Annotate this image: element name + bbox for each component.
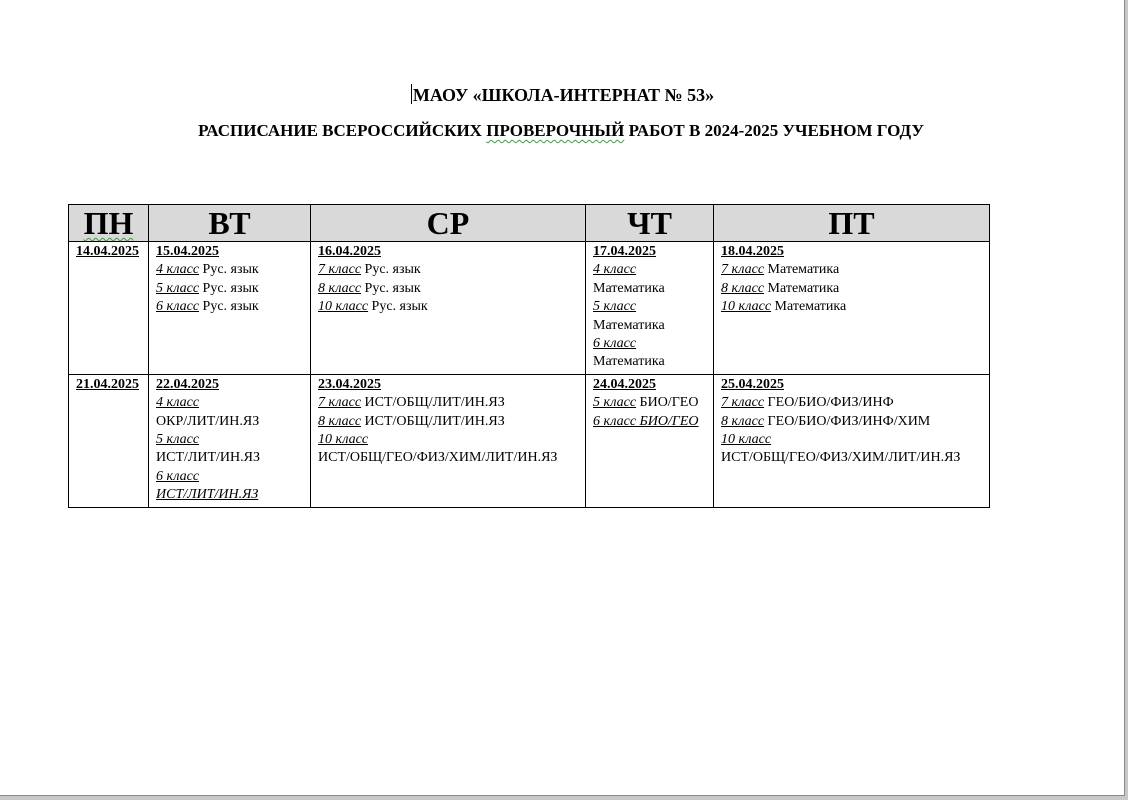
header-fri: ПТ (714, 205, 990, 242)
date-label: 22.04.2025 (156, 376, 219, 392)
schedule-entry: 4 класс Рус. язык (156, 262, 259, 278)
cell-fri (714, 242, 990, 375)
subject-label: Математика (593, 280, 665, 296)
subject-label: ОКР/ЛИТ/ИН.ЯЗ (156, 413, 260, 429)
schedule-title-part3: РАБОТ В 2024-2025 УЧЕБНОМ ГОДУ (624, 121, 924, 140)
schedule-entry: 7 класс Рус. язык (318, 262, 421, 278)
header-mon: ПН (69, 205, 149, 242)
schedule-title-part2: ПРОВЕРОЧНЫЙ (486, 121, 625, 140)
page-edge-bottom (0, 796, 1128, 800)
subject-label: Математика (593, 354, 665, 370)
cell-thu (586, 374, 714, 507)
cell-mon (69, 374, 149, 507)
subject-label: ИСТ/ЛИТ/ИН.ЯЗ (156, 487, 259, 503)
table-row (69, 374, 990, 507)
date-label: 16.04.2025 (318, 244, 381, 259)
date-label: 25.04.2025 (721, 376, 784, 392)
schedule-title-part1: РАСПИСАНИЕ ВСЕРОССИЙСКИХ (198, 121, 487, 140)
schedule-entry: 6 класс Рус. язык (156, 299, 259, 315)
schedule-entry: 10 класс Математика (721, 299, 847, 315)
school-title-text: МАОУ «ШКОЛА-ИНТЕРНАТ № 53» (412, 85, 715, 105)
schedule-entry: 8 класс ИСТ/ОБЩ/ЛИТ/ИН.ЯЗ (318, 413, 505, 429)
date-label: 24.04.2025 (593, 376, 656, 392)
class-label: 5 класс (156, 432, 200, 448)
header-wed: СР (311, 205, 586, 242)
subject-label: ИСТ/ОБЩ/ГЕО/ФИЗ/ХИМ/ЛИТ/ИН.ЯЗ (318, 450, 558, 466)
class-label: 6 класс (156, 468, 200, 484)
cell-tue (149, 242, 311, 375)
date-label: 17.04.2025 (593, 244, 656, 259)
class-label: 4 класс (593, 262, 637, 278)
date-label: 23.04.2025 (318, 376, 381, 392)
schedule-entry: 10 класс Рус. язык (318, 299, 428, 315)
header-row (69, 205, 990, 242)
table-row (69, 242, 990, 375)
schedule-entry: 7 класс ГЕО/БИО/ФИЗ/ИНФ (721, 395, 894, 411)
cell-tue (149, 374, 311, 507)
cell-wed (311, 374, 586, 507)
schedule-entry: 6 класс БИО/ГЕО (593, 413, 699, 429)
cell-mon (69, 242, 149, 375)
class-label: 5 класс (593, 299, 637, 315)
school-title (0, 84, 1125, 106)
class-label: 4 класс (156, 395, 200, 411)
schedule-title (0, 121, 1122, 141)
schedule-table (68, 204, 990, 508)
header-tue: ВТ (149, 205, 311, 242)
cell-thu (586, 242, 714, 375)
date-label: 18.04.2025 (721, 244, 784, 259)
schedule-entry: 8 класс ГЕО/БИО/ФИЗ/ИНФ/ХИМ (721, 413, 931, 429)
schedule-entry: 7 класс ИСТ/ОБЩ/ЛИТ/ИН.ЯЗ (318, 395, 505, 411)
date-label: 21.04.2025 (76, 376, 139, 392)
cell-fri (714, 374, 990, 507)
subject-label: ИСТ/ЛИТ/ИН.ЯЗ (156, 450, 261, 466)
schedule-entry: 8 класс Рус. язык (318, 280, 421, 296)
schedule-entry: 8 класс Математика (721, 280, 840, 296)
date-label: 15.04.2025 (156, 244, 219, 259)
subject-label: ИСТ/ОБЩ/ГЕО/ФИЗ/ХИМ/ЛИТ/ИН.ЯЗ (721, 450, 961, 466)
cell-wed (311, 242, 586, 375)
text-cursor (411, 84, 412, 104)
subject-label: Математика (593, 317, 665, 333)
schedule-entry: 7 класс Математика (721, 262, 840, 278)
header-thu: ЧТ (586, 205, 714, 242)
class-label: 10 класс (318, 432, 369, 448)
schedule-entry: 5 класс Рус. язык (156, 280, 259, 296)
class-label: 6 класс (593, 336, 637, 352)
date-label: 14.04.2025 (76, 244, 139, 259)
schedule-entry: 5 класс БИО/ГЕО (593, 395, 699, 411)
class-label: 10 класс (721, 432, 772, 448)
